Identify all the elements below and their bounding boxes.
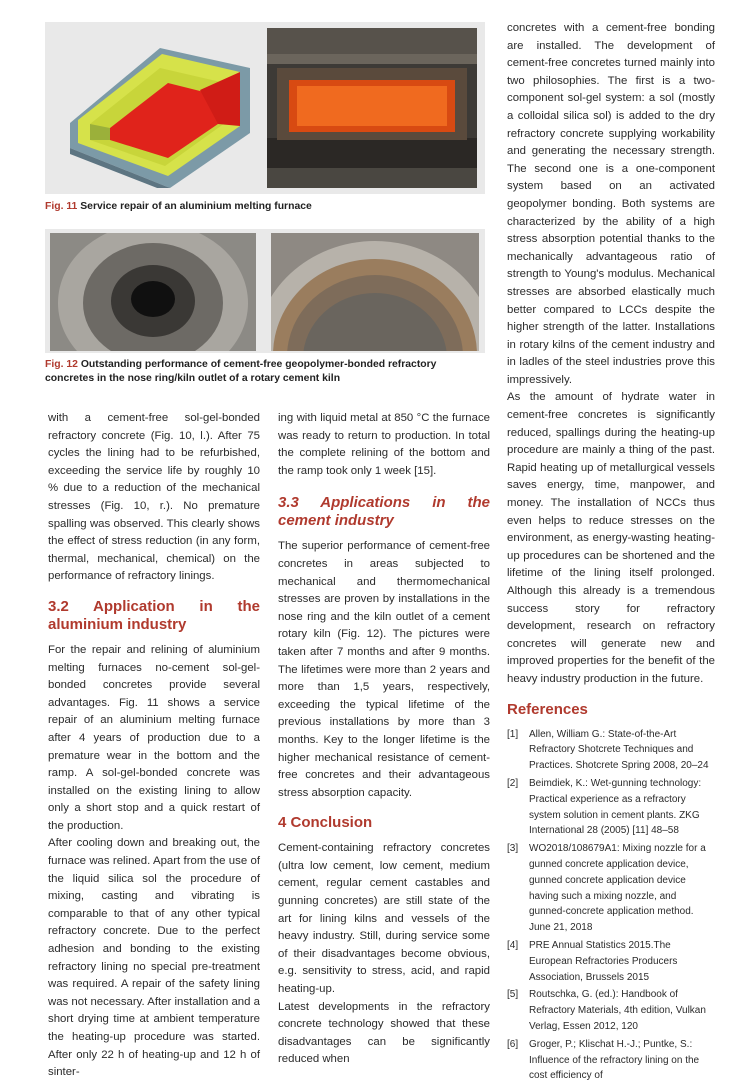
reference-item (507, 841, 715, 936)
reference-item (507, 776, 715, 839)
column-3 (507, 20, 715, 1086)
reference-text: PRE Annual Statistics 2015.The European Refractories Producers Association, Brussels 2015 (529, 939, 678, 983)
section-3-3-heading: 3.3 Applications in the cement industry (278, 494, 490, 530)
reference-text: WO2018/108679A1: Mixing nozzle for a gunned concrete application device, gunned concrete application device having such a mixing nozzle, and gunned-concrete application method. June 21, 2018 (529, 843, 706, 934)
reference-item (507, 727, 715, 774)
figure-12-kiln-outlet-photo (271, 233, 479, 351)
figure-11-caption (45, 200, 485, 214)
figure-11-label: Fig. 11 (45, 201, 78, 212)
col2-paragraph-3: Cement-containing refractory concretes (ultra low cement, low cement, medium cement, regular cement castables and gunning concretes) are still state of the art for lining kilns and vessels of the heavy industry. Still, during service some of their disadvantages become obvious, e.g. sensitivity to stress, acid, and rapid heating-up. (278, 842, 490, 996)
figure-12-panel (45, 229, 485, 353)
reference-item (507, 987, 715, 1034)
figure-11-panel (45, 22, 485, 194)
reference-number: [3] (507, 843, 519, 855)
column-1 (48, 410, 260, 1082)
figure-12-kiln-tunnel-photo (50, 233, 256, 351)
col1-paragraph-2: For the repair and relining of aluminium melting furnaces no-cement sol-gel-bonded concretes provide several advantages. Fig. 11 shows a service repair of an aluminium melting furnace after 4 years of production due to a premature wear in the bottom and the ramp. A sol-gel-bonded concrete was installed on the existing lining to allow only a short stop and a quick restart of the production. (48, 643, 260, 832)
figure-12-caption (45, 358, 485, 386)
col3-paragraph-2: As the amount of hydrate water in cement-free concretes is significantly reduced, spallings during the heating-up procedure are mainly a thing of the past. Rapid heating up of metallurgical vessels saves energy, time, manpower, and money. The installation of NCCs thus even helps to reduce stresses on the environment, as energy-wasting heating-up procedures can be shortened and the lifetime of the lining itself prolonged. Although this already is a tremendous success story for refractory development, research on refractory concretes will generate new and improved properties for the benefit of the heavy industry production in the future. (507, 391, 715, 685)
figure-12-label: Fig. 12 (45, 359, 78, 370)
col3-paragraph-1: concretes with a cement-free bonding are installed. The development of cement-free concretes turned mainly into two philosophies. The first is a two-component sol-gel system: a sol (mostly a colloidal silica sol) is added to the dry refractory concrete supplying workability and generating the necessary strength. The second one is a one-component system based on an activated geopolymer bonding. Both systems are characterized by the ability of a high stress absorption potential thanks to the mechanically advantageous ratio of strength to Young's modulus. Mechanical stresses are absorbed elastically much better compared to LCCs despite the higher strength of the latter. Installations in rotary kilns of the cement industry and in ladles of the steel industries prove this impressively. (507, 22, 715, 386)
figure-11-caption-text: Service repair of an aluminium melting furnace (80, 201, 312, 212)
column-2 (278, 410, 490, 1069)
reference-number: [4] (507, 939, 519, 951)
reference-text: Allen, William G.: State-of-the-Art Refractory Shotcrete Techniques and Practices. Shotcrete Spring 2008, 20–24 (529, 728, 709, 772)
col1-paragraph-3: After cooling down and breaking out, the furnace was relined. Apart from the use of the liquid silica sol the procedure of mixing, casting and vibrating is comparable to that of any other typical refractory concrete. Due to the perfect adhesion and bonding to the existing refractory lining no special pre-treatment was required. A repair of the safety lining was not necessary. After installation and a short drying time at ambient temperature the heating-up procedure was started. After only 22 h of heating-up and 12 h of sinter- (48, 837, 260, 1079)
col1-paragraph-1: with a cement-free sol-gel-bonded refractory concrete (Fig. 10, l.). After 75 cycles the lining had to be refurbished, exceeding the service life by roughly 10 % due to a reduction of the mechanical stresses (Fig. 10, r.). No premature spalling was observed. This clearly shows the effect of stress reduction (in any form, thermal, mechanical, chemical) on the performance of refractory linings. (48, 412, 260, 583)
reference-text: Routschka, G. (ed.): Handbook of Refractory Materials, 4th edition, Vulkan Verlag, Essen 2012, 120 (529, 989, 706, 1032)
col2-paragraph-2: The superior performance of cement-free concretes in areas subjected to mechanical and thermomechanical stresses are proven by installations in the nose ring and the kiln outlet of a cement rotary kiln (Fig. 12). The pictures were taken after 7 months and after 9 months. The lifetimes were more than 2 years and more than 1,5 years, respectively, exceeding the typical lifetime of the previous installations by more than 3 months. Key to the longer lifetime is the higher mechanical resistance of cement-free concretes and their advantageous stress absorption capacity. (278, 540, 490, 799)
references-list (507, 727, 715, 1085)
figure-12-caption-text: Outstanding performance of cement-free geopolymer-bonded refractory concretes in the nose ring/kiln outlet of a rotary cement kiln (45, 359, 437, 384)
figure-11-furnace-photo (267, 28, 477, 188)
reference-number: [1] (507, 728, 519, 740)
figure-11-cad-image (50, 28, 260, 188)
reference-text: Beimdiek, K.: Wet-gunning technology: Practical experience as a refractory system solution in cement plants. ZKG International 28 (2005) [11] 48–58 (529, 777, 702, 837)
col2-paragraph-4: Latest developments in the refractory concrete technology showed that these disadvantages can be significantly reduced when (278, 1000, 490, 1066)
reference-number: [2] (507, 777, 519, 789)
reference-text: Groger, P.; Klischat H.-J.; Puntke, S.: Influence of the refractory lining on the cost efficiency of (529, 1038, 700, 1082)
reference-item (507, 1037, 715, 1084)
reference-number: [5] (507, 989, 519, 1001)
section-3-2-heading: 3.2 Application in the aluminium industry (48, 597, 260, 633)
reference-number: [6] (507, 1038, 519, 1050)
col2-paragraph-1: ing with liquid metal at 850 °C the furnace was ready to return to production. In total the complete relining of the bottom and the ramp took only 1 week [15]. (278, 412, 490, 477)
references-heading: References (507, 700, 588, 718)
reference-item (507, 938, 715, 985)
section-4-heading: 4 Conclusion (278, 814, 373, 832)
